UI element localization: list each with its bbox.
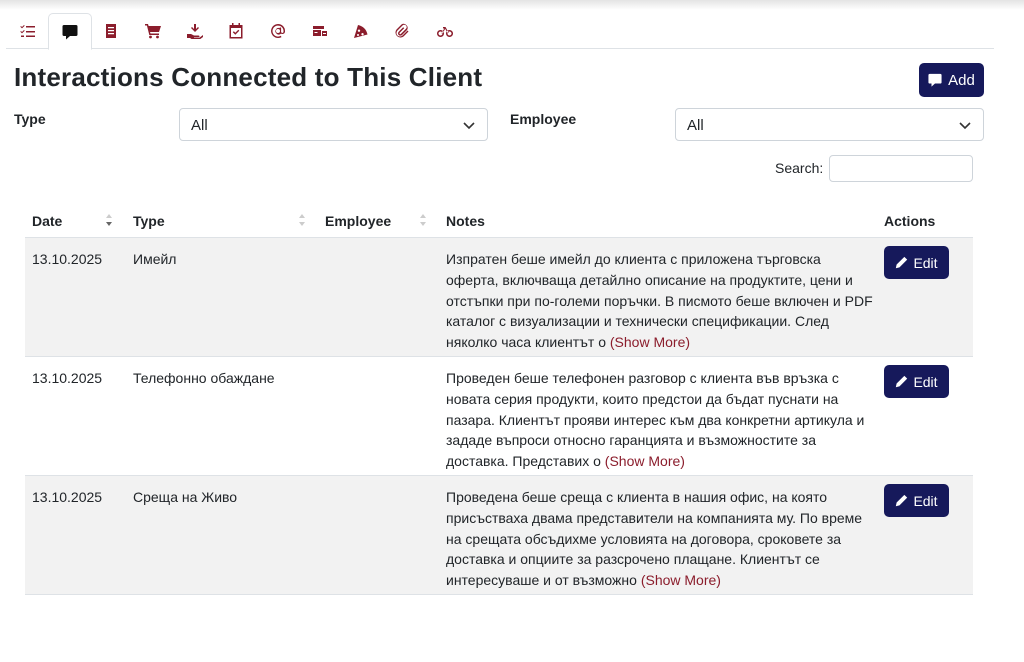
- type-filter-value: All: [191, 117, 208, 134]
- tab-orders[interactable]: [131, 13, 175, 49]
- tab-documents[interactable]: [89, 13, 133, 49]
- edit-button[interactable]: [884, 484, 949, 517]
- edit-button[interactable]: [884, 365, 949, 398]
- row-type: Имейл: [133, 251, 177, 267]
- sort-icon: [419, 212, 427, 228]
- notes-text: Проведена беше среща с клиента в нашия офис, на която присъстваха двама представители на компанията му. По време на срещата обсъдихме условията на договора, сроковете за доставка и опциите за разсрочено плащане. Клиентът се интересуваше и от възможно: [446, 489, 863, 589]
- type-filter-select[interactable]: [179, 108, 488, 141]
- document-icon: [103, 23, 119, 39]
- chevron-down-icon: [463, 121, 475, 130]
- pencil-icon: [895, 375, 908, 388]
- tab-tasks[interactable]: [6, 13, 50, 49]
- search-input[interactable]: [829, 155, 973, 182]
- cart-icon: [145, 23, 161, 39]
- column-type[interactable]: Type: [133, 213, 165, 229]
- sort-icon: [298, 212, 306, 228]
- show-more-link[interactable]: (Show More): [609, 334, 691, 351]
- edit-button-label: Edit: [913, 492, 938, 509]
- chevron-down-icon: [959, 121, 971, 130]
- page-title: Interactions Connected to This Client: [14, 62, 483, 92]
- table-row: [25, 357, 973, 476]
- tab-calendar[interactable]: [214, 13, 258, 49]
- pizza-icon: [353, 23, 369, 39]
- row-notes: [446, 368, 874, 472]
- row-date: 13.10.2025: [32, 370, 103, 386]
- table-header: [25, 200, 973, 238]
- paperclip-icon: [395, 23, 411, 39]
- calendar-check-icon: [228, 23, 244, 39]
- tasks-icon: [20, 23, 36, 39]
- column-date[interactable]: Date: [32, 213, 63, 229]
- column-notes: Notes: [446, 213, 485, 229]
- row-date: 13.10.2025: [32, 251, 103, 267]
- tab-payments[interactable]: [298, 13, 342, 49]
- comment-icon: [62, 24, 78, 40]
- employee-filter-select[interactable]: [675, 108, 984, 141]
- column-employee[interactable]: Employee: [325, 213, 392, 229]
- table-row: [25, 238, 973, 357]
- search-label: Search:: [775, 160, 824, 176]
- hand-holding-icon: [187, 23, 203, 39]
- column-actions: Actions: [884, 213, 936, 229]
- employee-filter-value: All: [687, 117, 704, 134]
- type-filter-label: Type: [14, 111, 46, 127]
- tab-attachments[interactable]: [381, 13, 425, 49]
- edit-button-label: Edit: [913, 254, 938, 271]
- top-shadow: [0, 0, 1024, 10]
- tab-bar: [6, 13, 994, 49]
- show-more-link[interactable]: (Show More): [640, 572, 721, 589]
- row-type: Телефонно обаждане: [133, 370, 275, 386]
- at-icon: [270, 23, 286, 39]
- employee-filter-label: Employee: [510, 111, 577, 127]
- add-button-label: Add: [948, 71, 975, 89]
- comment-icon: [928, 73, 942, 87]
- tab-deliveries[interactable]: [173, 13, 217, 49]
- bicycle-icon: [437, 23, 453, 39]
- edit-button[interactable]: [884, 246, 949, 279]
- pencil-icon: [895, 494, 908, 507]
- row-notes: [446, 487, 874, 591]
- notes-text: Изпратен беше имейл до клиента с приложена търговска оферта, включваща детайлно описание на продуктите, цени и отстъпки при по-големи поръчки. В писмото беше включен и PDF каталог с визуализации и технически спецификации. След няколко часа клиентът о: [446, 251, 873, 351]
- sort-desc-icon: [105, 212, 113, 228]
- pencil-icon: [895, 256, 908, 269]
- row-notes: [446, 249, 874, 353]
- tab-pizza[interactable]: [339, 13, 383, 49]
- table-row: [25, 476, 973, 595]
- money-check-icon: [312, 23, 328, 39]
- add-button[interactable]: [919, 63, 984, 97]
- tab-comments[interactable]: [48, 13, 92, 50]
- tab-bicycle[interactable]: [423, 13, 467, 49]
- row-date: 13.10.2025: [32, 489, 103, 505]
- show-more-link[interactable]: (Show More): [604, 453, 685, 470]
- edit-button-label: Edit: [913, 373, 938, 390]
- row-type: Среща на Живо: [133, 489, 238, 505]
- notes-text: Проведен беше телефонен разговор с клиента във връзка с новата серия продукти, които предстои да бъдат пуснати на пазара. Клиентът прояви интерес към два конкретни артикула и зададе въпроси относно гаранцията и възможностите за доставка. Представих о: [446, 370, 865, 470]
- tab-email[interactable]: [256, 13, 300, 49]
